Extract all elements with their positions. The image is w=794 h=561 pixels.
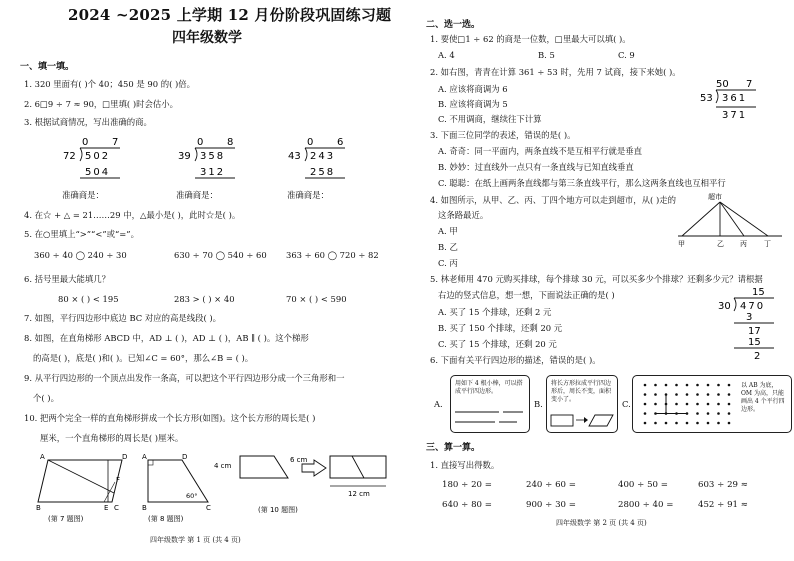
card-A-label: A. [434, 399, 443, 409]
grid-dot [654, 422, 657, 425]
quotient-mark: 0 [82, 137, 89, 148]
grid-dot [707, 393, 710, 396]
calc-item: 180 ÷ 20 = [442, 480, 492, 490]
quotient-mark: 0 [197, 137, 204, 148]
question-1: 1. 要使□1 ÷ 62 的商是一位数，□里最大可以填( )。 [430, 34, 631, 44]
inequality-3: 70 × ( ) < 590 [286, 294, 347, 304]
grid-dot [675, 393, 678, 396]
grid-dot [696, 422, 699, 425]
place-yi: 乙 [717, 240, 724, 248]
vertex-A: A [40, 453, 45, 461]
calc-item: 452 ÷ 91 ≈ [698, 500, 748, 510]
option-card-C [632, 375, 792, 433]
option-B: B. 乙 [438, 242, 458, 252]
exam-title: 2024 ~2025 上学期 12 月份阶段巩固练习题 [68, 6, 392, 24]
figure-caption: (第 7 题图) [48, 515, 84, 523]
quotient-partial: 50 [716, 79, 729, 90]
grid-dot [707, 403, 710, 406]
angle-label: 60° [186, 492, 198, 500]
question-6: 6. 下面有关平行四边形的描述，错误的是( )。 [430, 355, 601, 365]
question-4-line2: 这条路最近。 [438, 210, 489, 220]
grid-dot [675, 422, 678, 425]
vertex-C: C [206, 504, 211, 512]
figure-caption: (第 10 题图) [258, 506, 298, 514]
grid-dot [665, 384, 668, 387]
question-5-line2: 右边的竖式信息，想一想，下面说法正确的是( ) [438, 290, 615, 300]
compare-item-3: 363 ÷ 60 ◯ 720 ÷ 82 [286, 250, 379, 260]
grid-dot [675, 403, 678, 406]
question-5: 5. 在○里填上“>”“<”或“=”。 [24, 229, 139, 239]
grid-dot [644, 384, 647, 387]
dividend: 243 [310, 151, 336, 162]
question-2: 2. 如右图，青青在计算 361 ÷ 53 时，先用 7 试商，接下来她( )。 [430, 67, 681, 77]
question-5-line1: 5. 林老师用 470 元购买排球，每个排球 30 元，可以买多少个排球？还剩多少元？请根据 [430, 274, 763, 284]
answer-label-3: 准确商是： [287, 190, 329, 200]
question-7: 7. 如图，平行四边形中底边 BC 对应的高是线段( )。 [24, 313, 222, 323]
long-division-2 [178, 137, 235, 178]
grid-dot [707, 384, 710, 387]
option-card-A [450, 375, 530, 433]
figure-7-parallelogram [38, 452, 134, 524]
grid-dot [707, 422, 710, 425]
product: 504 [85, 167, 111, 178]
vertex-C: C [114, 504, 119, 512]
grid-dot [675, 384, 678, 387]
inequality-2: 283 > ( ) × 40 [174, 294, 235, 304]
grid-dot [654, 384, 657, 387]
quotient-mark: 0 [307, 137, 314, 148]
answer-label-2: 准确商是： [176, 190, 218, 200]
figure-caption: (第 8 题图) [148, 515, 184, 523]
question-10-line2: 厘米，一个直角梯形的周长是( )厘米。 [40, 433, 184, 443]
calc-item: 640 ÷ 80 = [442, 500, 492, 510]
grid-dot [644, 422, 647, 425]
option-A: A. 应该将商调为 6 [438, 84, 508, 94]
option-C: C. 丙 [438, 258, 458, 268]
question-2: 2. 6□9 ÷ 7 ≈ 90，□里填( )时会估小。 [24, 99, 179, 109]
vertex-B: B [36, 504, 41, 512]
remainder-step: 17 [748, 326, 761, 337]
page-footer: 四年级数学 第 2 页 (共 4 页) [556, 519, 647, 527]
grid-dot [686, 384, 689, 387]
option-B: B. 买了 150 个排球，还剩 20 元 [438, 323, 563, 333]
grid-dot [728, 422, 731, 425]
grid-dot [707, 412, 710, 415]
card-C-text: 以 AB 为底，OM 为高，只能画出 4 个平行四边形。 [741, 382, 785, 413]
long-division-1 [63, 137, 120, 178]
grid-dot [686, 403, 689, 406]
figure-8-trapezoid [142, 452, 222, 524]
grid-dot [696, 403, 699, 406]
divisor: 39 [178, 151, 191, 162]
grid-dot [665, 422, 668, 425]
place-ding: 丁 [764, 240, 771, 248]
exam-subtitle: 四年级数学 [172, 30, 242, 46]
option-B: B. 5 [538, 50, 555, 60]
compare-item-2: 630 ÷ 70 ◯ 540 ÷ 60 [174, 250, 267, 260]
grid-dot [728, 412, 731, 415]
long-division-q2 [700, 76, 760, 122]
card-B-text: 将长方形拉成平行四边形后，周长不变，面积变小了。 [551, 380, 612, 403]
option-A: A. 4 [438, 50, 455, 60]
compare-item-1: 360 ÷ 40 ◯ 240 ÷ 30 [34, 250, 127, 260]
card-B-label: B. [534, 399, 543, 409]
option-A: A. 奇奇：同一平面内，两条直线不是互相平行就是垂直 [438, 146, 642, 156]
grid-dot [717, 384, 720, 387]
point-E: E [104, 504, 109, 512]
grid-dot [717, 422, 720, 425]
question-10-line1: 10. 把两个完全一样的直角梯形拼成一个长方形(如图)。这个长方形的周长是( ) [24, 413, 316, 423]
grid-dot [696, 412, 699, 415]
question-3: 3. 下面三位同学的表述，错误的是( )。 [430, 130, 576, 140]
partial-product: 3 [746, 312, 753, 323]
grid-dot [654, 403, 657, 406]
right-page [408, 0, 794, 561]
option-C: C. 不用调商，继续往下计算 [438, 114, 542, 124]
quotient: 15 [752, 287, 765, 298]
top-label: 6 cm [290, 456, 308, 464]
question-9-line1: 9. 从平行四边形的一个顶点出发作一条高，可以把这个平行四边形分成一个三角形和一 [24, 373, 345, 383]
question-8-line1: 8. 如图，在直角梯形 ABCD 中，AD ⊥ ( )，AD ⊥ ( )，AB ∥ ( )。这个梯形 [24, 333, 309, 343]
subsection-heading: 1. 直接写出得数。 [430, 460, 500, 470]
calc-item: 603 ÷ 29 ≈ [698, 480, 748, 490]
calc-item: 2800 ÷ 40 = [618, 500, 674, 510]
place-jia: 甲 [678, 240, 685, 248]
grid-dot [728, 403, 731, 406]
grid-dot [696, 384, 699, 387]
option-C: C. 9 [618, 50, 635, 60]
partial-product-2: 15 [748, 337, 761, 348]
grid-dot [728, 393, 731, 396]
question-3: 3. 根据试商情况，写出准确的商。 [24, 117, 152, 127]
option-card-B [546, 375, 618, 433]
vertex-A: A [142, 453, 147, 461]
bottom-label: 12 cm [348, 490, 370, 498]
inequality-1: 80 × ( ) < 195 [58, 294, 119, 304]
section-heading: 二、选一选。 [426, 20, 481, 30]
vertex-B: B [142, 504, 147, 512]
card-A-text: 用如下 4 根小棒，可以搭成平行四边形。 [455, 380, 523, 395]
grid-dot [686, 422, 689, 425]
figure-roads-to-supermarket [670, 190, 790, 250]
question-6: 6. 括号里最大能填几？ [24, 274, 111, 284]
divisor: 72 [63, 151, 76, 162]
dividend: 358 [200, 151, 226, 162]
page-footer: 四年级数学 第 1 页 (共 4 页) [150, 536, 241, 544]
point-F: F [116, 476, 121, 484]
grid-dot [644, 412, 647, 415]
option-B: B. 妙妙：过直线外一点只有一条直线与已知直线垂直 [438, 162, 634, 172]
quotient: 7 [746, 79, 753, 90]
grid-dot [696, 393, 699, 396]
section-heading: 三、算一算。 [426, 443, 481, 453]
grid-dot [717, 393, 720, 396]
grid-dot [717, 412, 720, 415]
grid-dot [728, 384, 731, 387]
option-C: C. 买了 15 个排球，还剩 20 元 [438, 339, 557, 349]
dividend: 470 [740, 301, 766, 312]
sticks-icon [455, 408, 525, 428]
product: 312 [200, 167, 226, 178]
grid-dot [644, 393, 647, 396]
dividend: 502 [85, 151, 111, 162]
remainder: 2 [754, 351, 761, 362]
long-divisions [60, 134, 390, 204]
card-C-label: C. [622, 399, 631, 409]
quotient: 8 [227, 137, 234, 148]
divisor: 43 [288, 151, 301, 162]
grid-dot [686, 393, 689, 396]
place-bing: 丙 [740, 240, 747, 248]
divisor: 53 [700, 93, 713, 104]
question-4: 4. 在☆ + △ = 21……29 中，△最小是( )，此时☆是( )。 [24, 210, 241, 220]
calc-item: 240 ÷ 60 = [526, 480, 576, 490]
long-division-q5 [718, 284, 778, 364]
option-A: A. 买了 15 个排球，还剩 2 元 [438, 307, 552, 317]
supermarket-label: 超市 [708, 193, 722, 201]
product: 258 [310, 167, 336, 178]
question-1: 1. 320 里面有( )个 40；450 是 90 的( )倍。 [24, 79, 196, 89]
option-A: A. 甲 [438, 226, 458, 236]
option-B: B. 应该将商调为 5 [438, 99, 508, 109]
vertex-D: D [122, 453, 128, 461]
grid-dot [644, 403, 647, 406]
option-C: C. 聪聪：在纸上画两条直线都与第三条直线平行，那么这两条直线也互相平行 [438, 178, 726, 188]
question-9-line2: 个( )。 [33, 393, 59, 403]
product: 371 [722, 110, 748, 121]
question-8-line2: 的高是( )，底是( )和( )。已知∠C = 60°，那么∠B = ( )。 [33, 353, 254, 363]
grid-dot [717, 403, 720, 406]
dividend: 361 [722, 93, 748, 104]
width-label: 4 cm [214, 462, 232, 470]
divisor: 30 [718, 301, 731, 312]
vertex-D: D [182, 453, 188, 461]
quotient: 6 [337, 137, 344, 148]
dot-grid-icon [639, 380, 735, 428]
calc-item: 400 ÷ 50 = [618, 480, 668, 490]
long-division-3 [288, 137, 345, 178]
rect-to-parallelogram-icon [551, 414, 615, 428]
quotient: 7 [112, 137, 119, 148]
calc-item: 900 ÷ 30 = [526, 500, 576, 510]
grid-dot [654, 393, 657, 396]
question-4-line1: 4. 如图所示，从甲、乙、丙、丁四个地方可以走到超市，从( )走的 [430, 195, 676, 205]
answer-label-1: 准确商是： [62, 190, 104, 200]
section-heading: 一、填一填。 [20, 62, 75, 72]
figure-10-rectangle [214, 450, 394, 526]
